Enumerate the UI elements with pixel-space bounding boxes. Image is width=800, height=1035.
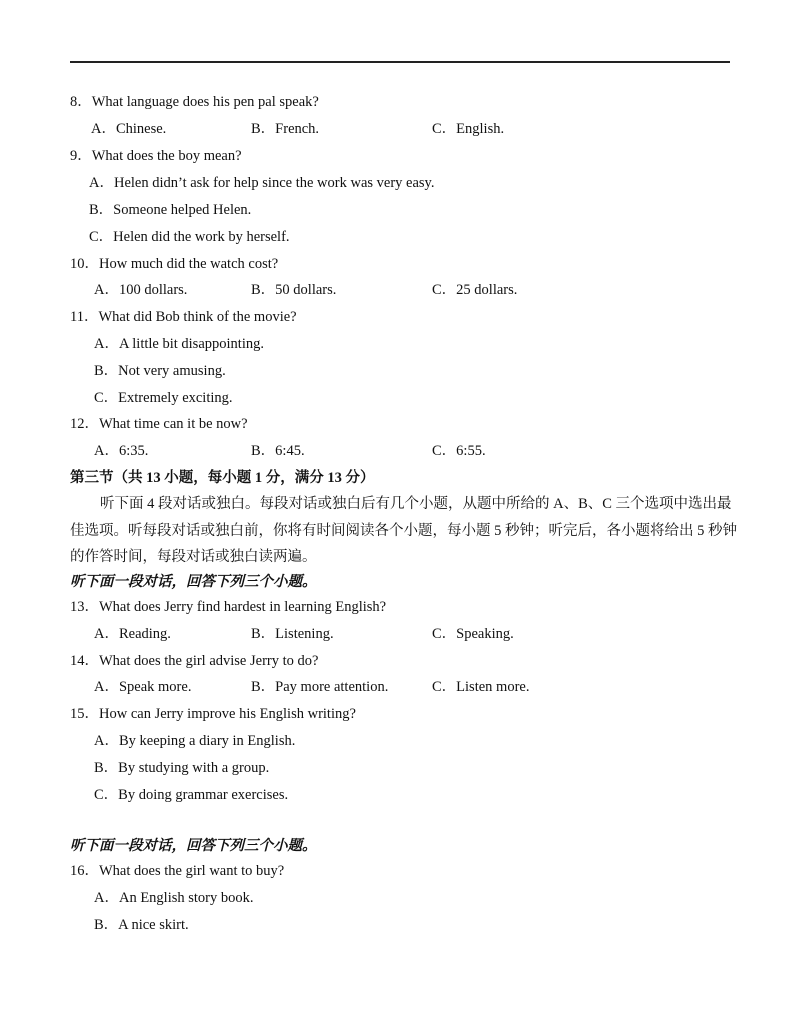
option-a: A．Chinese. — [91, 121, 167, 137]
dialog-intro: 听下面一段对话，回答下列三个小题。 — [70, 838, 317, 854]
option-b: B．By studying with a group. — [94, 760, 270, 776]
question-stem: 14．What does the girl advise Jerry to do? — [70, 653, 319, 669]
question-stem: 15．How can Jerry improve his English writing? — [70, 706, 356, 722]
option-c: C．6:55. — [432, 443, 486, 459]
option-c: C．Extremely exciting. — [94, 390, 233, 406]
option-c: C．Helen did the work by herself. — [89, 229, 290, 245]
question-stem: 9．What does the boy mean? — [70, 148, 242, 164]
section-heading: 第三节（共 13 小题，每小题 1 分，满分 13 分） — [70, 470, 375, 486]
option-a: A．An English story book. — [94, 890, 254, 906]
option-b: B．Pay more attention. — [251, 679, 389, 695]
instruction-line: 听下面 4 段对话或独白。每段对话或独白后有几个小题，从题中所给的 A、B、C 三个选项中选出最 — [100, 496, 732, 512]
header-rule — [70, 61, 730, 63]
dialog-intro: 听下面一段对话，回答下列三个小题。 — [70, 574, 317, 590]
option-a: A．Helen didn’t ask for help since the work was very easy. — [89, 175, 435, 191]
option-a: A．Speak more. — [94, 679, 192, 695]
option-c: C．25 dollars. — [432, 282, 518, 298]
option-b: B．Listening. — [251, 626, 334, 642]
option-c: C．Speaking. — [432, 626, 514, 642]
option-b: B．Not very amusing. — [94, 363, 226, 379]
option-b: B．A nice skirt. — [94, 917, 189, 933]
instruction-line: 的作答时间，每段对话或独白读两遍。 — [70, 549, 317, 565]
option-a: A．A little bit disappointing. — [94, 336, 264, 352]
question-stem: 10．How much did the watch cost? — [70, 256, 279, 272]
option-a: A．100 dollars. — [94, 282, 188, 298]
option-a: A．6:35. — [94, 443, 149, 459]
option-a: A．Reading. — [94, 626, 171, 642]
option-c: C．Listen more. — [432, 679, 530, 695]
option-b: B．50 dollars. — [251, 282, 337, 298]
option-b: B．French. — [251, 121, 320, 137]
option-b: B．Someone helped Helen. — [89, 202, 252, 218]
instruction-line: 佳选项。听每段对话或独白前，你将有时间阅读各个小题，每小题 5 秒钟；听完后，各小题将给出 5 秒钟 — [70, 523, 737, 539]
question-stem: 13．What does Jerry find hardest in learning English? — [70, 599, 387, 615]
option-c: C．By doing grammar exercises. — [94, 787, 289, 803]
question-stem: 16．What does the girl want to buy? — [70, 863, 285, 879]
question-stem: 11．What did Bob think of the movie? — [70, 309, 297, 325]
question-stem: 12．What time can it be now? — [70, 416, 248, 432]
option-c: C．English. — [432, 121, 505, 137]
option-a: A．By keeping a diary in English. — [94, 733, 296, 749]
question-stem: 8．What language does his pen pal speak? — [70, 94, 319, 110]
option-b: B．6:45. — [251, 443, 305, 459]
